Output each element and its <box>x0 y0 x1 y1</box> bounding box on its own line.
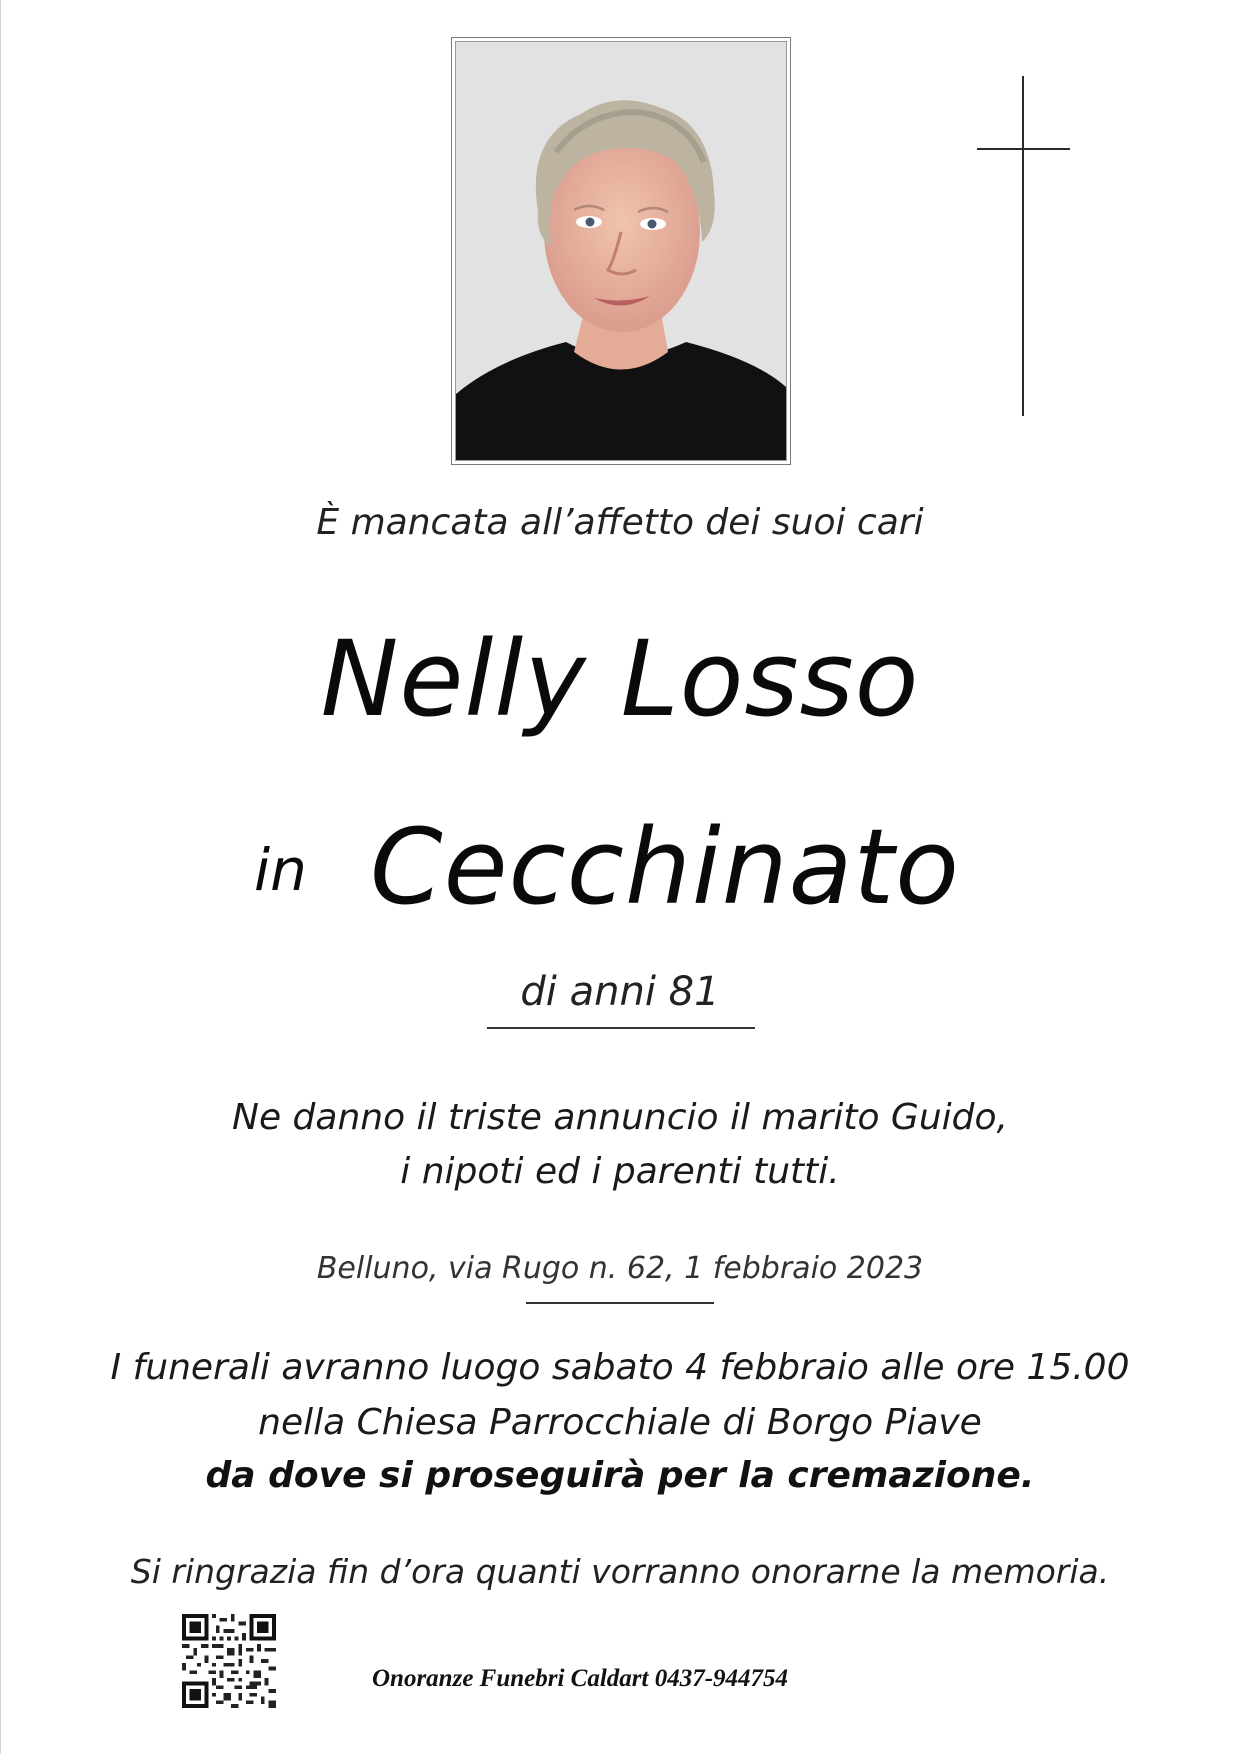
address-divider <box>526 1302 714 1304</box>
married-surname: Cecchinato <box>370 806 960 928</box>
married-prefix: in <box>254 836 307 904</box>
cross-icon-bar <box>977 148 1070 150</box>
age-text: di anni 81 <box>520 969 720 1015</box>
portrait-illustration <box>456 42 786 460</box>
announcement-line-1: Ne danno il triste annuncio il marito Guido, <box>232 1097 1008 1138</box>
portrait-photo <box>455 41 787 461</box>
age-divider <box>487 1027 755 1029</box>
funeral-agency-contact: Onoranze Funebri Caldart 0437-944754 <box>372 1665 789 1692</box>
announcement-line-2: i nipoti ed i parenti tutti. <box>400 1151 840 1192</box>
thanks-text: Si ringrazia fin d’ora quanti vorranno onorarne la memoria. <box>130 1552 1110 1591</box>
funeral-line-2: nella Chiesa Parrocchiale di Borgo Piave <box>258 1402 982 1443</box>
funeral-line-3: da dove si proseguirà per la cremazione. <box>205 1455 1035 1496</box>
portrait-photo-frame <box>451 37 791 465</box>
intro-text: È mancata all’affetto dei suoi cari <box>316 502 924 543</box>
address-date: Belluno, via Rugo n. 62, 1 febbraio 2023 <box>316 1251 924 1286</box>
qr-code-icon <box>182 1614 276 1708</box>
deceased-name: Nelly Losso <box>320 618 920 740</box>
cross-icon <box>1022 76 1024 416</box>
married-name-row <box>0 806 1240 926</box>
funeral-line-1: I funerali avranno luogo sabato 4 febbraio alle ore 15.00 <box>110 1347 1130 1388</box>
